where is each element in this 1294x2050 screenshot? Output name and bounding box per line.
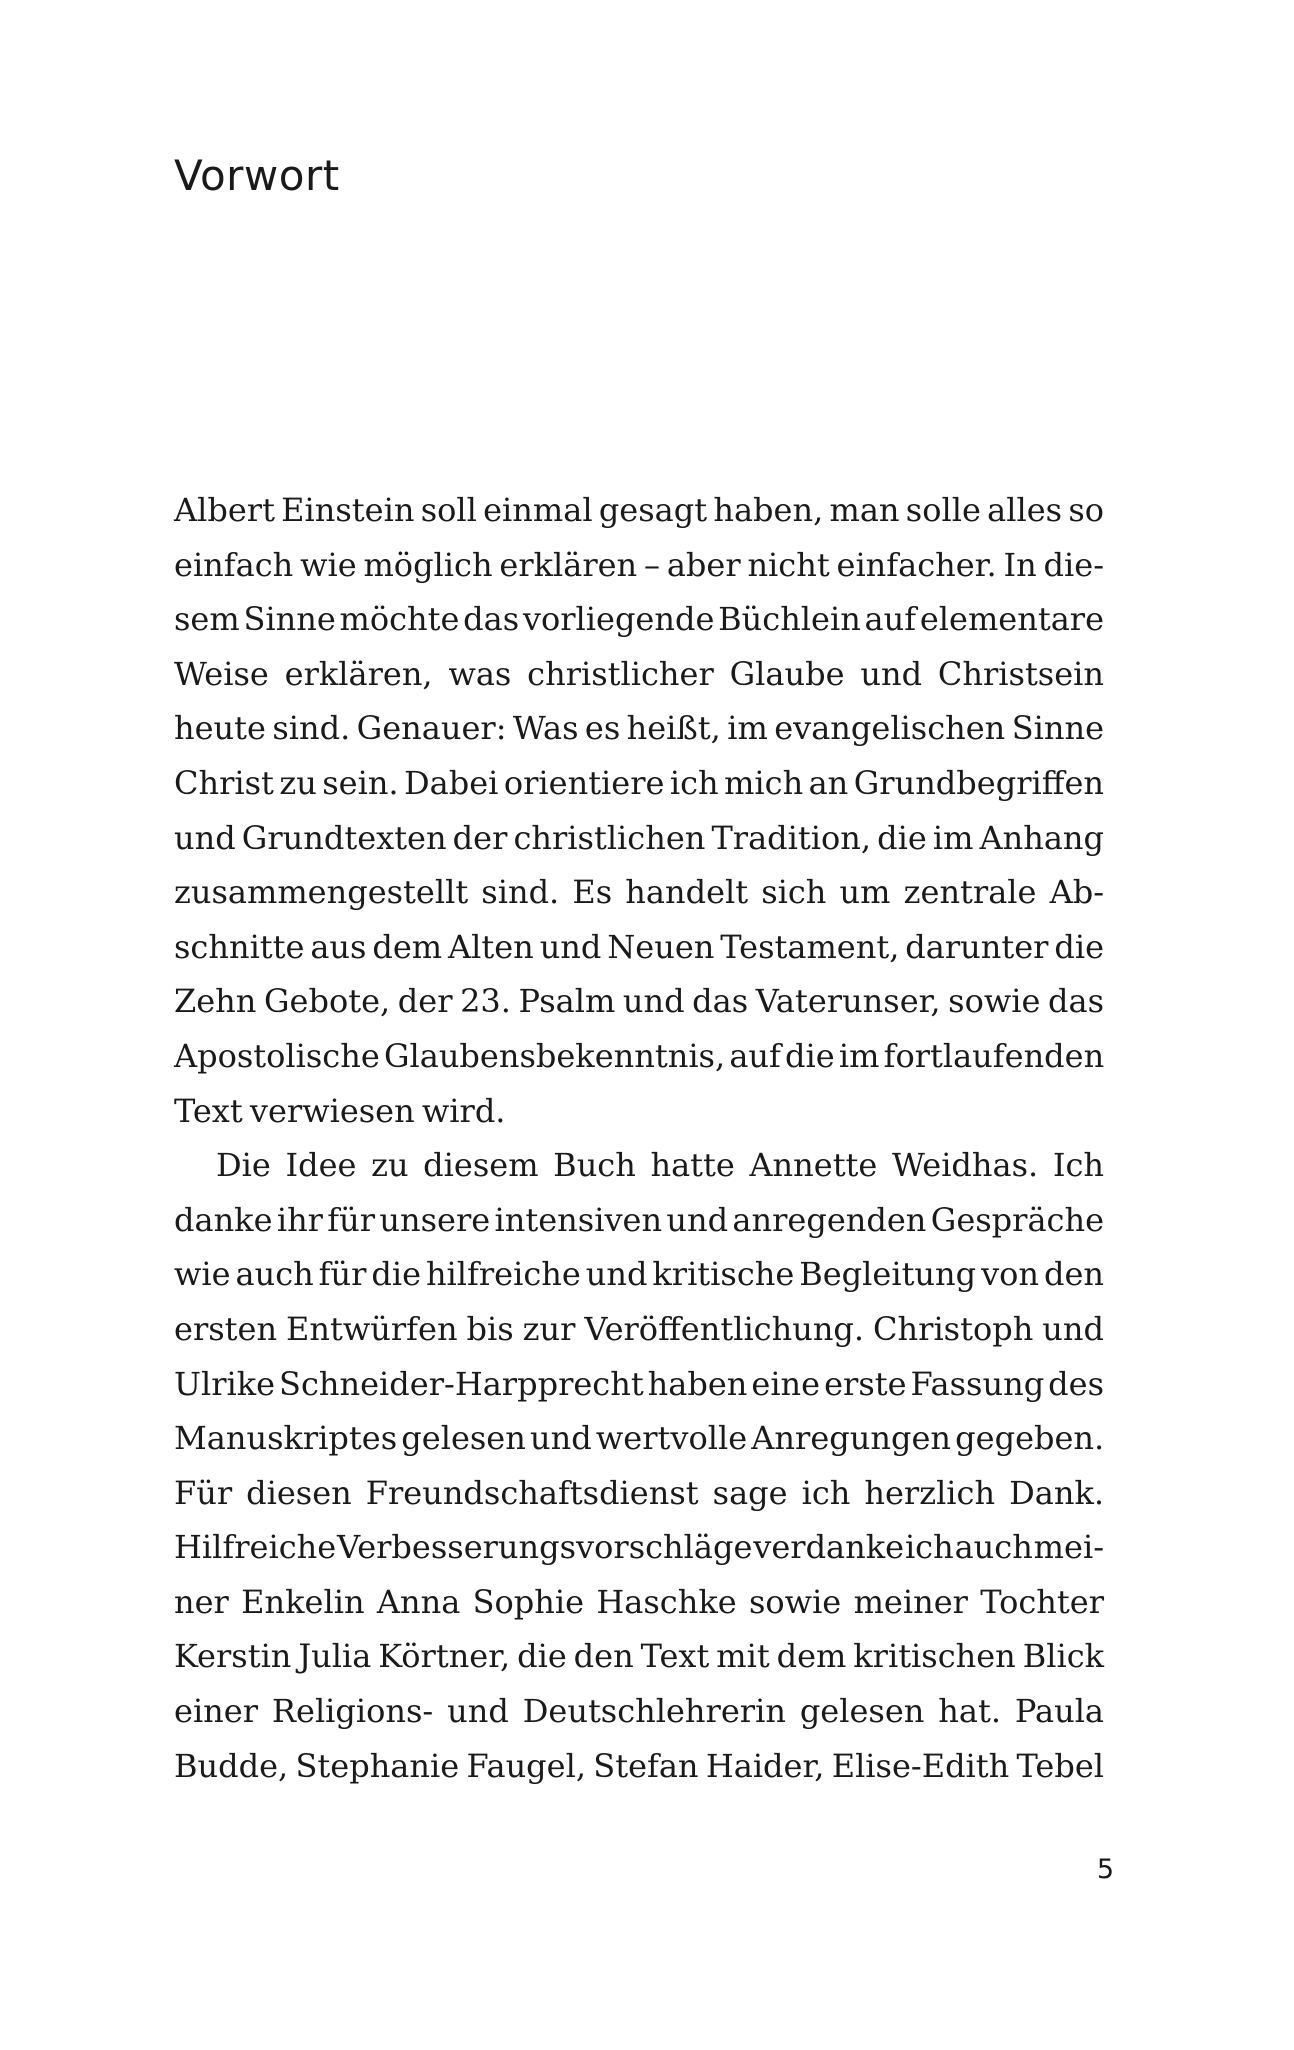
text-line: heute sind. Genauer: Was es heißt, im evangelischen Sinne xyxy=(174,709,1104,748)
text-line: Albert Einstein soll einmal gesagt haben, man solle alles so xyxy=(174,491,1104,529)
page-number: 5 xyxy=(1096,1854,1114,1885)
text-line: einfach wie möglich erklären – aber nicht einfacher. In die- xyxy=(174,545,1104,584)
text-line: schnitte aus dem Alten und Neuen Testament, darunter die xyxy=(174,927,1104,966)
chapter-heading: Vorwort xyxy=(174,151,340,200)
paragraph-1 xyxy=(174,483,1104,1138)
text-line: ner Enkelin Anna Sophie Haschke sowie meiner Tochter xyxy=(174,1582,1104,1621)
text-line: Christ zu sein. Dabei orientiere ich mich an Grundbegriffen xyxy=(174,763,1104,802)
text-line: Für diesen Freundschaftsdienst sage ich herzlich Dank. xyxy=(174,1473,1104,1512)
text-line: einer Religions- und Deutschlehrerin gelesen hat. Paula xyxy=(174,1692,1104,1731)
text-line: zusammengestellt sind. Es handelt sich um zentrale Ab- xyxy=(174,873,1104,912)
text-line: Budde, Stephanie Faugel, Stefan Haider, Elise-Edith Tebel xyxy=(174,1746,1104,1785)
text-line: und Grundtexten der christlichen Tradition, die im Anhang xyxy=(174,818,1104,857)
text-line: Zehn Gebote, der 23. Psalm und das Vaterunser, sowie das xyxy=(174,982,1104,1021)
text-line: Die Idee zu diesem Buch hatte Annette Weidhas. Ich xyxy=(216,1146,1104,1185)
text-line: Kerstin Julia Körtner, die den Text mit dem kritischen Blick xyxy=(174,1637,1104,1676)
text-line: Hilfreiche Verbesserungsvorschläge verdanke ich auch mei- xyxy=(174,1528,1104,1567)
text-line: Weise erklären, was christlicher Glaube und Christsein xyxy=(174,654,1104,693)
text-line: ersten Entwürfen bis zur Veröffentlichung. Christoph und xyxy=(174,1309,1104,1348)
text-line: sem Sinne möchte das vorliegende Büchlein auf elementare xyxy=(174,600,1104,639)
text-line: Apostolische Glaubensbekenntnis, auf die im fortlaufenden xyxy=(174,1036,1105,1075)
text-line: Text verwiesen wird. xyxy=(174,1091,506,1130)
text-line: Ulrike Schneider-Harpprecht haben eine erste Fassung des xyxy=(174,1364,1104,1403)
text-line: wie auch für die hilfreiche und kritische Begleitung von den xyxy=(174,1255,1104,1294)
text-line: danke ihr für unsere intensiven und anregenden Gespräche xyxy=(174,1200,1104,1239)
text-line: Manuskriptes gelesen und wertvolle Anregungen gegeben. xyxy=(174,1419,1105,1458)
body-text xyxy=(174,483,1104,1793)
paragraph-2 xyxy=(174,1138,1104,1793)
